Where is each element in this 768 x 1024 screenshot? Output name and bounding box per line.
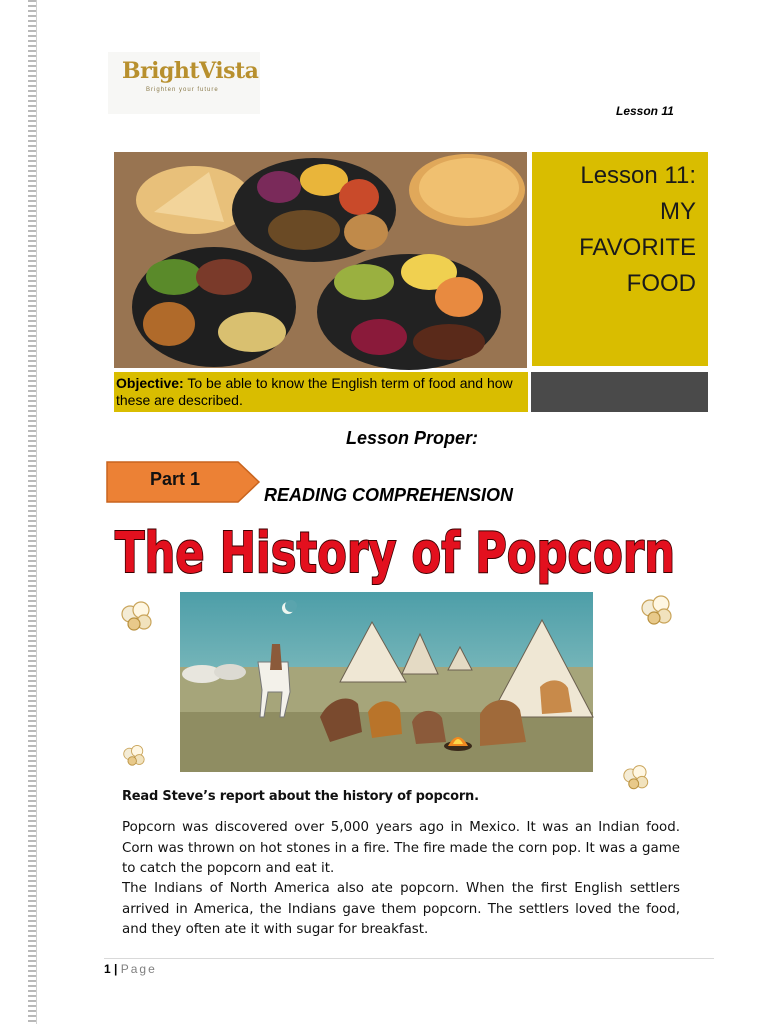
lesson-title-line2: MY <box>660 198 696 225</box>
logo-name: BrightVista <box>122 58 259 84</box>
reading-paragraph-2: The Indians of North America also ate popcorn. When the first English settlers arrived in America, the Indians gave them popcorn. The settlers loved the food, and they often ate it with sugar for breakfast. <box>122 881 680 937</box>
popcorn-icon <box>638 594 678 628</box>
food-platter-image <box>114 152 527 368</box>
brightvista-logo <box>108 52 260 114</box>
part-label: Part 1 <box>150 469 201 489</box>
native-american-camp-illustration <box>180 592 593 772</box>
story-title-graphic <box>110 512 680 588</box>
objective-label: Objective: <box>116 375 184 391</box>
page-binding-edge <box>28 0 36 1024</box>
logo-tagline: Brighten your future <box>146 87 219 93</box>
popcorn-icon <box>120 744 150 768</box>
lesson-title-line3: FAVORITE <box>579 234 696 261</box>
lesson-title-box <box>532 152 708 366</box>
page-margin-line <box>36 0 37 1024</box>
lesson-proper-heading: Lesson Proper: <box>345 428 479 448</box>
lesson-title-line4: FOOD <box>626 270 696 297</box>
objective-text: To be able to know the English term of food and how these are described. <box>116 375 513 408</box>
story-title: The History of Popcorn <box>115 521 675 586</box>
lesson-title-line1: Lesson 11: <box>580 162 696 189</box>
reading-comprehension-heading: READING COMPREHENSION <box>264 485 514 505</box>
page-footer <box>104 962 157 976</box>
header-lesson-tag: Lesson 11 <box>616 104 674 118</box>
page-number: 1 <box>104 962 111 976</box>
objective-box <box>114 372 528 412</box>
objective-side-block <box>531 372 708 412</box>
page-label: Page <box>120 962 157 976</box>
footer-separator: | <box>114 962 118 976</box>
reading-instruction: Read Steve’s report about the history of popcorn. <box>122 789 479 804</box>
reading-paragraph-1: Popcorn was discovered over 5,000 years ago in Mexico. It was an Indian food. Corn was thrown on hot stones in a fire. The fire made the corn pop. It was a game to catch the popcorn and eat it. <box>122 820 680 876</box>
footer-divider <box>104 958 714 959</box>
popcorn-icon <box>620 764 654 792</box>
popcorn-icon <box>118 600 158 634</box>
